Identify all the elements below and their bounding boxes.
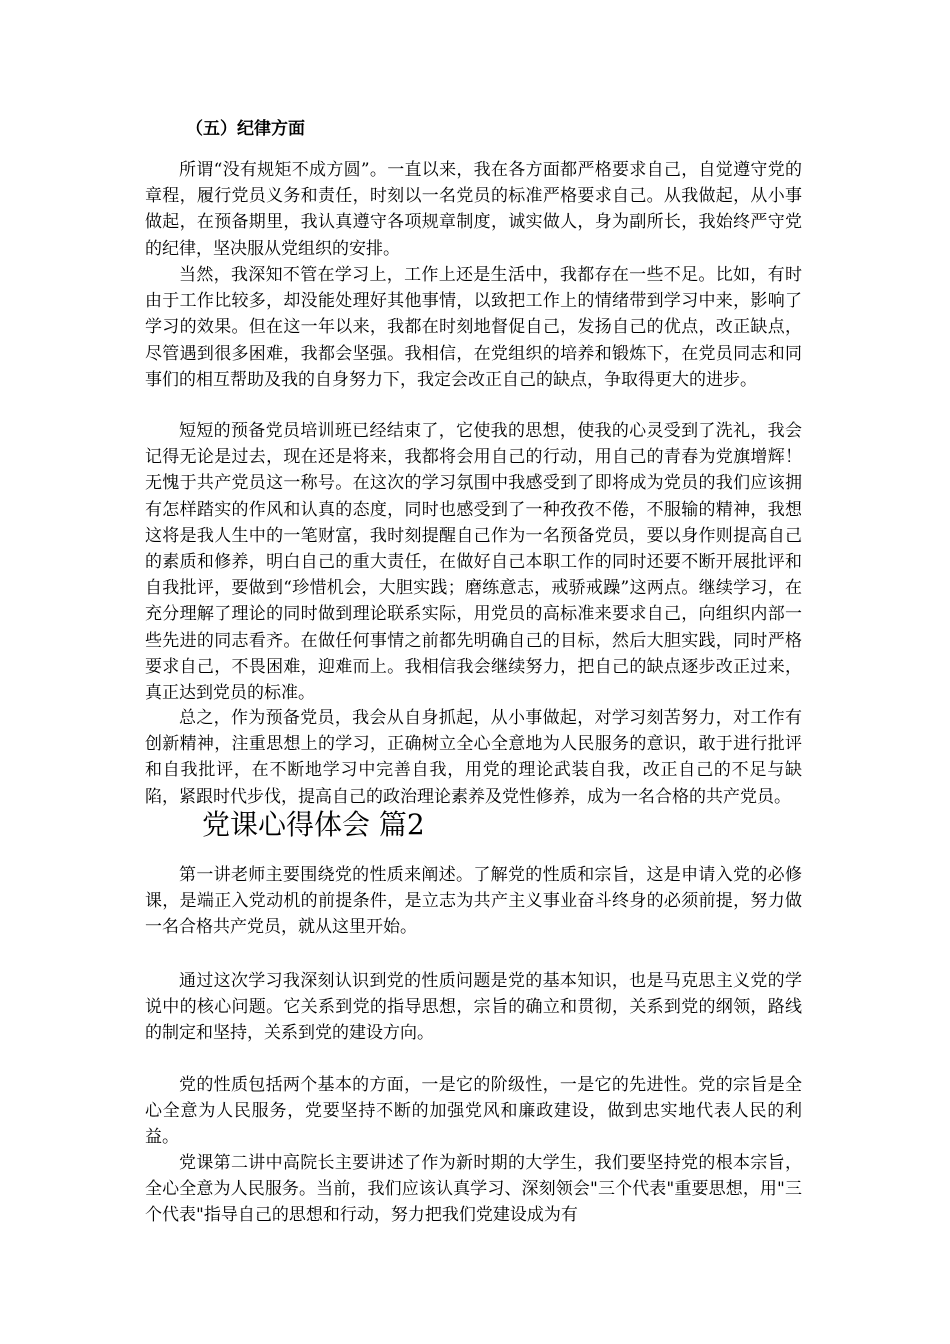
paragraph-two-aspects: 党的性质包括两个基本的方面，一是它的阶级性，一是它的先进性。党的宗旨是全心全意为人民服务，党要坚持不断的加强党风和廉政建设，做到忠实地代表人民的利益。	[145, 1075, 802, 1148]
paragraph-lecture-two: 党课第二讲中高院长主要讲述了作为新时期的大学生，我们要坚持党的根本宗旨，全心全意为人民服务。当前，我们应该认真学习、深刻领会"三个代表"重要思想，用"三个代表"指导自己的思想和行动，努力把我们党建设成为有	[145, 1153, 802, 1226]
paragraph-training-summary: 短短的预备党员培训班已经结束了，它使我的思想，使我的心灵受到了洗礼，我会记得无论是过去，现在还是将来，我都将会用自己的行动，用自己的青春为党旗增辉！无愧于共产党员这一称号。在这次的学习氛围中我感受到了即将成为党员的我们应该拥有怎样踏实的作风和认真的态度，同时也感受到了一种孜孜不倦，不服输的精神，我想这将是我人生中的一笔财富，我时刻提醒自己作为一名预备党员，要以身作则提高自己的素质和修养，明白自己的重大责任，在做好自己本职工作的同时还要不断开展批评和自我批评，要做到“珍惜机会，大胆实践；磨练意志，戒骄戒躁”这两点。继续学习，在充分理解了理论的同时做到理论联系实际，用党员的高标准来要求自己，向组织内部一些先进的同志看齐。在做任何事情之前都先明确自己的目标，然后大胆实践，同时严格要求自己，不畏困难，迎难而上。我相信我会继续努力，把自己的缺点逐步改正过来，真正达到党员的标准。	[145, 421, 802, 704]
section-heading: （五）纪律方面	[186, 119, 305, 139]
paragraph-conclusion: 总之，作为预备党员，我会从自身抓起，从小事做起，对学习刻苦努力，对工作有创新精神，注重思想上的学习，正确树立全心全意地为人民服务的意识，敢于进行批评和自我批评，在不断地学习中完善自我，用党的理论武装自我，改正自己的不足与缺陷，紧跟时代步伐，提高自己的政治理论素养及党性修养，成为一名合格的共产党员。	[145, 708, 802, 807]
paragraph-shortcomings: 当然，我深知不管在学习上，工作上还是生活中，我都存在一些不足。比如，有时由于工作比较多，却没能处理好其他事情，以致把工作上的情绪带到学习中来，影响了学习的效果。但在这一年以来，我都在时刻地督促自己，发扬自己的优点，改正缺点，尽管遇到很多困难，我都会坚强。我相信，在党组织的培养和锻炼下，在党员同志和同事们的相互帮助及我的自身努力下，我定会改正自己的缺点，争取得更大的进步。	[145, 265, 802, 390]
paragraph-lecture-one: 第一讲老师主要围绕党的性质来阐述。了解党的性质和宗旨，这是申请入党的必修课，是端正入党动机的前提条件，是立志为共产主义事业奋斗终身的必须前提，努力做一名合格共产党员，就从这里开始。	[145, 865, 802, 938]
paragraph-party-nature: 通过这次学习我深刻认识到党的性质问题是党的基本知识，也是马克思主义党的学说中的核心问题。它关系到党的指导思想，宗旨的确立和贯彻，关系到党的纲领，路线的制定和坚持，关系到党的建设方向。	[145, 971, 802, 1044]
paragraph-discipline: 所谓“没有规矩不成方圆”。一直以来，我在各方面都严格要求自己，自觉遵守党的章程，履行党员义务和责任，时刻以一名党员的标准严格要求自己。从我做起，从小事做起，在预备期里，我认真遵守各项规章制度，诚实做人，身为副所长，我始终严守党的纪律，坚决服从党组织的安排。	[145, 160, 802, 259]
article-title: 党课心得体会 篇2	[202, 808, 425, 841]
